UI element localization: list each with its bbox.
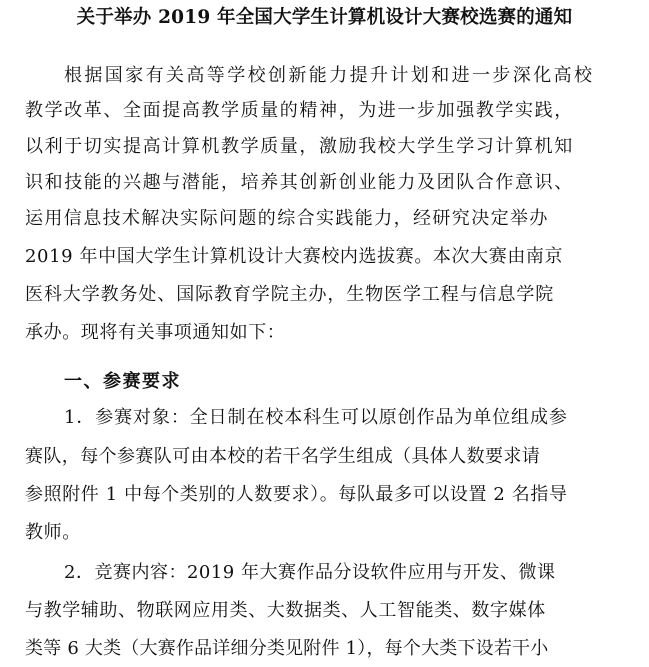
paragraph-line: 1．参赛对象：全日制在校本科生可以原创作品为单位组成参: [64, 407, 568, 428]
paragraph-line: 赛队，每个参赛队可由本校的若干名学生组成（具体人数要求请: [25, 446, 541, 467]
paragraph-line: 识和技能的兴趣与潜能，培养其创新创业能力及团队合作意识、: [25, 172, 574, 193]
paragraph-line: 教学改革、全面提高教学质量的精神，为进一步加强教学实践，: [25, 100, 574, 121]
section-heading: 一、参赛要求: [64, 371, 181, 392]
paragraph-line: 医科大学教务处、国际教育学院主办，生物医学工程与信息学院: [25, 284, 555, 305]
paragraph-line: 承办。现将有关事项通知如下：: [25, 322, 286, 343]
paragraph-line: 类等 6 大类（大赛作品详细分类见附件 1），每个大类下设若干小: [25, 638, 549, 659]
paragraph-line: 运用信息技术解决实际问题的综合实践能力，经研究决定举办: [25, 208, 549, 229]
document-title: 关于举办 2019 年全国大学生计算机设计大赛校选赛的通知: [76, 7, 573, 28]
paragraph-line: 与教学辅助、物联网应用类、大数据类、人工智能类、数字媒体: [25, 600, 546, 621]
paragraph-line: 根据国家有关高等学校创新能力提升计划和进一步深化高校: [64, 65, 595, 86]
paragraph-line: 教师。: [25, 522, 81, 543]
paragraph-line: 参照附件 1 中每个类别的人数要求）。每队最多可以设置 2 名指导: [25, 484, 568, 505]
paragraph-line: 以利于切实提高计算机教学质量，激励我校大学生学习计算机知: [25, 136, 574, 157]
paragraph-line: 2．竞赛内容：2019 年大赛作品分设软件应用与开发、微课: [64, 562, 556, 583]
paragraph-line: 2019 年中国大学生计算机设计大赛校内选拔赛。本次大赛由南京: [25, 246, 564, 267]
